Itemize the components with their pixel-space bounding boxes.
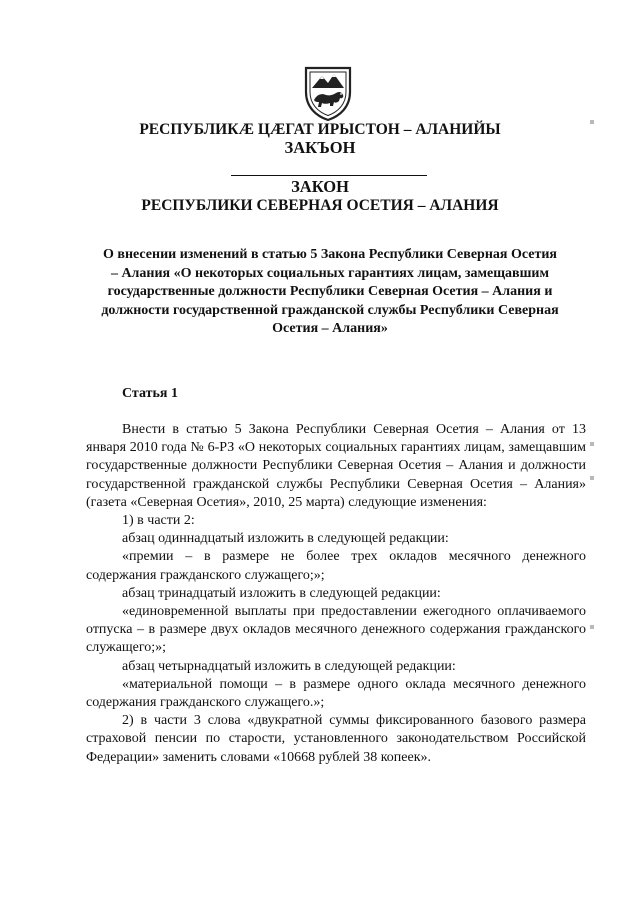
- header-law-russian: ЗАКОН: [291, 177, 349, 196]
- article-paragraph: 1) в части 2:: [122, 513, 195, 529]
- article-paragraph: «материальной помощи – в размере одного оклада месячного денежного содержания гражданского служащего.»;: [86, 676, 586, 711]
- header-republic-ossetian: РЕСПУБЛИКӔ ЦӔГАТ ИРЫСТОН – АЛАНИЙЫ: [139, 121, 501, 138]
- article-paragraph: абзац тринадцатый изложить в следующей редакции:: [122, 585, 441, 601]
- article-heading: Статья 1: [122, 386, 178, 401]
- article-body: [86, 421, 586, 767]
- article-paragraph: «единовременной выплаты при предоставлении ежегодного оплачиваемого отпуска – в размере двух окладов месячного денежного содержания гражданского служащего;»;: [86, 604, 586, 656]
- article-paragraph: абзац четырнадцатый изложить в следующей редакции:: [122, 658, 456, 674]
- article-paragraph: Внести в статью 5 Закона Республики Северная Осетия – Алания от 13 января 2010 года № 6-РЗ «О некоторых социальных гарантиях лицам, замещавшим государственные должности Республики Северная Осетия – Алания и должности государственной гражданской службы Республики Северная Осетия – Алания» (газета «Северная Осетия», 2010, 25 марта) следующие изменения:: [86, 422, 586, 510]
- law-title: О внесении изменений в статью 5 Закона Республики Северная Осетия – Алания «О некоторых социальных гарантиях лицам, замещавшим государственные должности Республики Северная Осетия – Алания и должности государственной гражданской службы Республики Северная Осетия – Алания»: [101, 247, 559, 337]
- header-republic-russian: РЕСПУБЛИКИ СЕВЕРНАЯ ОСЕТИЯ – АЛАНИЯ: [141, 197, 499, 214]
- scan-artifact: [590, 120, 594, 124]
- article-paragraph: «премии – в размере не более трех окладов месячного денежного содержания гражданского служащего;»;: [86, 549, 586, 583]
- scan-artifact: [590, 476, 594, 480]
- coat-of-arms-emblem: [300, 62, 356, 122]
- scan-artifact: [590, 442, 594, 446]
- article-paragraph: 2) в части 3 слова «двукратной суммы фиксированного базового размера страховой пенсии по старости, установленного законодательством Российской Федерации» заменить словами «10668 рублей 38 копеек».: [86, 713, 586, 765]
- article-paragraph: абзац одиннадцатый изложить в следующей редакции:: [122, 531, 449, 547]
- header-law-ossetian: ЗАКЪОН: [284, 138, 356, 157]
- emblem-icon: [300, 62, 356, 122]
- scan-artifact: [590, 625, 594, 629]
- header-divider: [231, 175, 427, 176]
